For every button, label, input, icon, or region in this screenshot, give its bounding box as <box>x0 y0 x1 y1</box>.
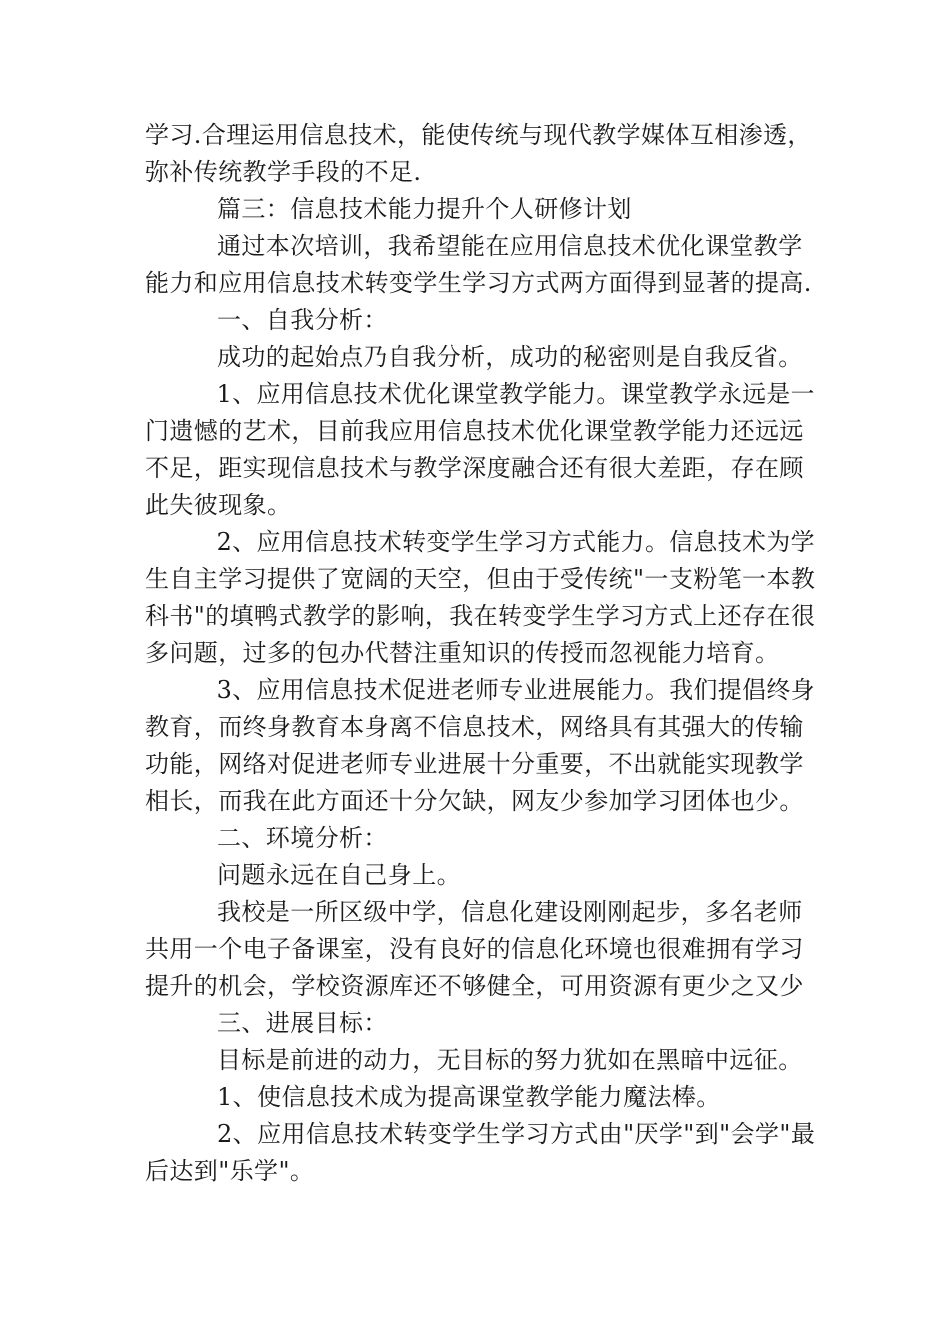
text-line: 1、使信息技术成为提高课堂教学能力魔法棒。 <box>217 1083 721 1111</box>
text-line: 生自主学习提供了宽阔的天空，但由于受传统"一支粉笔一本教 <box>145 565 816 593</box>
text-line: 学习.合理运用信息技术，能使传统与现代教学媒体互相渗透， <box>145 121 812 149</box>
section-heading: 二、环境分析： <box>217 824 388 852</box>
text-line: 教育，而终身教育本身离不信息技术，网络具有其强大的传输 <box>145 713 804 741</box>
text-line: 不足，距实现信息技术与教学深度融合还有很大差距，存在顾 <box>145 454 804 482</box>
text-line: 3、应用信息技术促进老师专业进展能力。我们提倡终身 <box>216 676 815 704</box>
text-line: 共用一个电子备课室，没有良好的信息化环境也很难拥有学习 <box>145 935 804 963</box>
text-line: 提升的机会，学校资源库还不够健全，可用资源有更少之又少 <box>145 972 804 1000</box>
text-line: 2、应用信息技术转变学生学习方式由"厌学"到"会学"最 <box>217 1120 816 1148</box>
text-line: 2、应用信息技术转变学生学习方式能力。信息技术为学 <box>216 528 815 556</box>
text-line: 多问题，过多的包办代替注重知识的传授而忽视能力培育。 <box>145 639 780 667</box>
text-line: 1、应用信息技术优化课堂教学能力。课堂教学永远是一 <box>216 380 815 408</box>
text-line: 弥补传统教学手段的不足. <box>145 158 422 186</box>
section-heading: 一、自我分析： <box>217 306 388 334</box>
text-line: 功能，网络对促进老师专业进展十分重要，不出就能实现教学 <box>145 750 804 778</box>
text-line: 我校是一所区级中学，信息化建设刚刚起步，多名老师 <box>217 898 803 926</box>
text-line: 门遗憾的艺术，目前我应用信息技术优化课堂教学能力还远远 <box>145 417 804 445</box>
section-heading: 三、进展目标： <box>217 1009 388 1037</box>
text-line: 问题永远在自己身上。 <box>217 861 461 889</box>
text-line: 通过本次培训，我希望能在应用信息技术优化课堂教学 <box>217 232 803 260</box>
text-line: 相长，而我在此方面还十分欠缺，网友少参加学习团体也少。 <box>145 787 804 815</box>
text-line: 目标是前进的动力，无目标的努力犹如在黑暗中远征。 <box>217 1046 803 1074</box>
text-line: 能力和应用信息技术转变学生学习方式两方面得到显著的提高. <box>145 269 812 297</box>
text-line: 成功的起始点乃自我分析，成功的秘密则是自我反省。 <box>217 343 803 371</box>
text-line: 此失彼现象。 <box>145 491 292 519</box>
section-heading: 篇三：信息技术能力提升个人研修计划 <box>217 195 632 223</box>
text-line: 科书"的填鸭式教学的影响，我在转变学生学习方式上还存在很 <box>145 602 816 630</box>
document-body <box>145 117 815 1190</box>
text-line: 后达到"乐学"。 <box>145 1157 315 1185</box>
